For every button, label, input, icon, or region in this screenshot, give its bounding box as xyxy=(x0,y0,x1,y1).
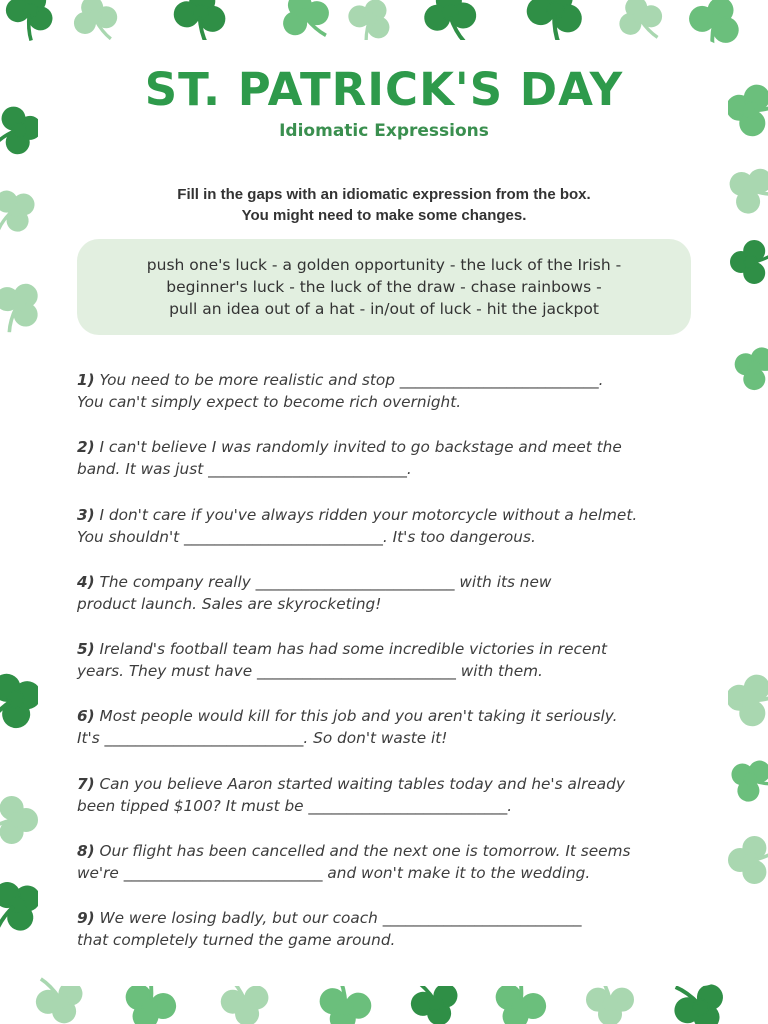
question-text: We were losing badly, but our coach __________________________ xyxy=(94,909,582,928)
question-item xyxy=(77,369,707,436)
question-number: 9) xyxy=(77,909,95,928)
shamrock-icon xyxy=(0,0,60,45)
question-item xyxy=(77,638,707,705)
word-box xyxy=(77,239,691,335)
question-number: 5) xyxy=(77,640,95,659)
question-number: 2) xyxy=(77,438,95,457)
question-text: been tipped $100? It must be __________________________. xyxy=(77,796,513,815)
question-item xyxy=(77,705,707,772)
instructions-line: Fill in the gaps with an idiomatic expression from the box. xyxy=(177,186,591,203)
shamrock-icon xyxy=(729,341,768,397)
question-number: 8) xyxy=(77,842,95,861)
shamrock-icon xyxy=(723,671,768,730)
question-item xyxy=(77,907,707,974)
question-number: 7) xyxy=(77,774,95,793)
question-text: Our flight has been cancelled and the next one is tomorrow. It seems xyxy=(94,842,631,861)
page-title: ST. PATRICK'S DAY xyxy=(144,63,624,116)
question-item xyxy=(77,773,707,840)
question-text: It's __________________________. So don't waste it! xyxy=(77,729,448,748)
shamrock-icon xyxy=(0,797,37,844)
shamrock-icon xyxy=(731,241,768,284)
question-text: Most people would kill for this job and you aren't taking it seriously. xyxy=(94,707,618,726)
word-box-line: push one's luck - a golden opportunity - the luck of the Irish - xyxy=(146,256,622,274)
instructions xyxy=(0,184,768,226)
question-text: Ireland's football team has had some incredible victories in recent xyxy=(94,640,608,659)
question-list xyxy=(77,369,707,975)
word-box-line: beginner's luck - the luck of the draw - chase rainbows - xyxy=(166,278,602,296)
question-text: product launch. Sales are skyrocketing! xyxy=(77,594,382,613)
question-text: years. They must have __________________________ with them. xyxy=(77,662,543,681)
question-text: You need to be more realistic and stop __________________________. xyxy=(94,371,604,389)
question-number: 4) xyxy=(77,572,95,591)
question-number: 6) xyxy=(77,707,95,726)
question-item xyxy=(77,571,707,638)
instructions-line: You might need to make some changes. xyxy=(241,207,527,224)
question-item xyxy=(77,504,707,571)
question-number: 1) xyxy=(77,371,95,389)
question-number: 3) xyxy=(77,505,95,524)
shamrock-icon xyxy=(423,0,478,45)
question-text: Can you believe Aaron started waiting tables today and he's already xyxy=(94,774,625,793)
question-text: band. It was just __________________________. xyxy=(77,460,412,479)
word-box-line: pull an idea out of a hat - in/out of luck - hit the jackpot xyxy=(169,300,599,318)
page-subtitle: Idiomatic Expressions xyxy=(279,121,489,141)
question-text: we're __________________________ and won't make it to the wedding. xyxy=(77,864,591,883)
question-item xyxy=(77,436,707,503)
shamrock-icon xyxy=(723,751,768,811)
question-text: I don't care if you've always ridden your motorcycle without a helmet. xyxy=(94,505,638,524)
question-text: I can't believe I was randomly invited to go backstage and meet the xyxy=(94,438,622,457)
question-text: You shouldn't __________________________. It's too dangerous. xyxy=(77,527,536,546)
question-text: that completely turned the game around. xyxy=(77,931,396,950)
shamrock-icon xyxy=(729,837,768,884)
question-text: You can't simply expect to become rich overnight. xyxy=(77,393,462,411)
question-item xyxy=(77,840,707,907)
question-text: The company really __________________________ with its new xyxy=(94,572,552,591)
